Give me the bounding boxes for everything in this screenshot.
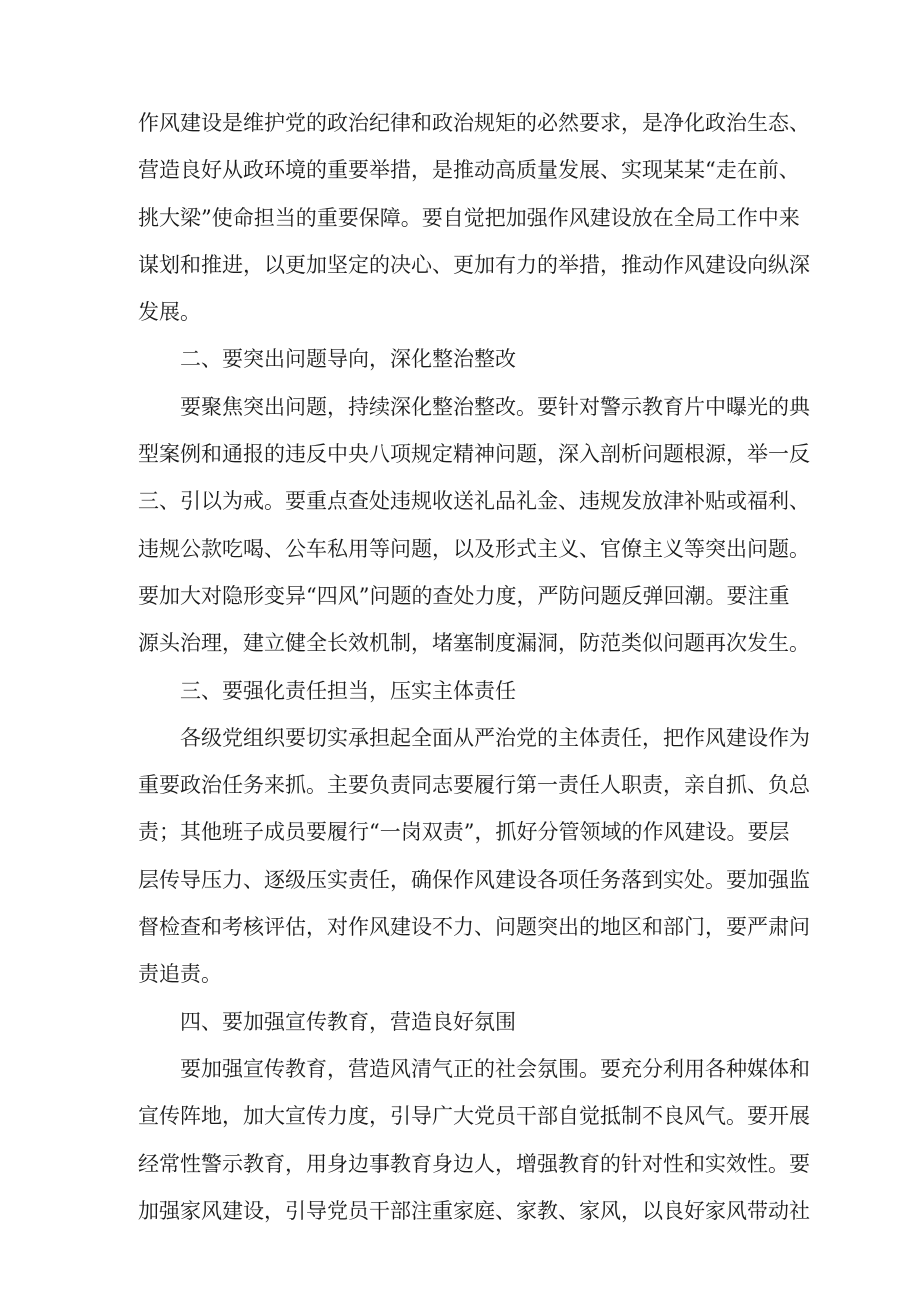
paragraph-problem-orientation [138, 390, 810, 660]
paragraph-intro [138, 106, 810, 329]
text-line: 要聚焦突出问题，持续深化整治整改。要针对警示教育片中曝光的典 [180, 394, 810, 419]
text-line: 重要政治任务来抓。主要负责同志要履行第一责任人职责，亲自抓、负总 [138, 773, 810, 798]
text-line: 各级党组织要切实承担起全面从严治党的主体责任，把作风建设作为 [180, 725, 810, 750]
text-line: 营造良好从政环境的重要举措，是推动高质量发展、实现某某“走在前、 [138, 158, 800, 183]
text-line: 要加大对隐形变异“四风”问题的查处力度，严防问题反弹回潮。要注重 [138, 583, 790, 608]
section-heading: 四、要加强宣传教育，营造良好氛围 [180, 1009, 516, 1034]
text-line: 发展。 [138, 300, 201, 325]
text-line: 宣传阵地，加大宣传力度，引导广大党员干部自觉抵制不良风气。要开展 [138, 1104, 810, 1129]
paragraph-publicity [138, 1052, 810, 1228]
section-heading: 三、要强化责任担当，压实主体责任 [180, 678, 516, 703]
text-line: 谋划和推进，以更加坚定的决心、更加有力的举措，推动作风建设向纵深 [138, 252, 810, 277]
section-heading: 二、要突出问题导向，深化整治整改 [180, 347, 516, 372]
text-line: 违规公款吃喝、公车私用等问题，以及形式主义、官僚主义等突出问题。 [138, 536, 810, 561]
text-line: 挑大梁”使命担当的重要保障。要自觉把加强作风建设放在全局工作中来 [138, 205, 800, 230]
text-line: 督检查和考核评估，对作风建设不力、问题突出的地区和部门，要严肃问 [138, 915, 810, 940]
text-line: 经常性警示教育，用身边事教育身边人，增强教育的针对性和实效性。要 [138, 1151, 810, 1176]
text-line: 责；其他班子成员要履行“一岗双责”，抓好分管领域的作风建设。要层 [138, 820, 790, 845]
text-line: 作风建设是维护党的政治纪律和政治规矩的必然要求，是净化政治生态、 [138, 111, 810, 135]
paragraph-responsibility [138, 721, 810, 991]
text-line: 型案例和通报的违反中央八项规定精神问题，深入剖析问题根源，举一反 [138, 442, 810, 467]
text-line: 要加强宣传教育，营造风清气正的社会氛围。要充分利用各种媒体和 [180, 1056, 810, 1081]
text-line: 加强家风建设，引导党员干部注重家庭、家教、家风，以良好家风带动社 [138, 1198, 810, 1223]
text-line: 源头治理，建立健全长效机制，堵塞制度漏洞，防范类似问题再次发生。 [138, 631, 810, 656]
text-line: 责追责。 [138, 962, 222, 987]
text-line: 三、引以为戒。要重点查处违规收送礼品礼金、违规发放津补贴或福利、 [138, 489, 810, 514]
document-page [138, 106, 810, 1241]
text-line: 层传导压力、逐级压实责任，确保作风建设各项任务落到实处。要加强监 [138, 867, 810, 892]
